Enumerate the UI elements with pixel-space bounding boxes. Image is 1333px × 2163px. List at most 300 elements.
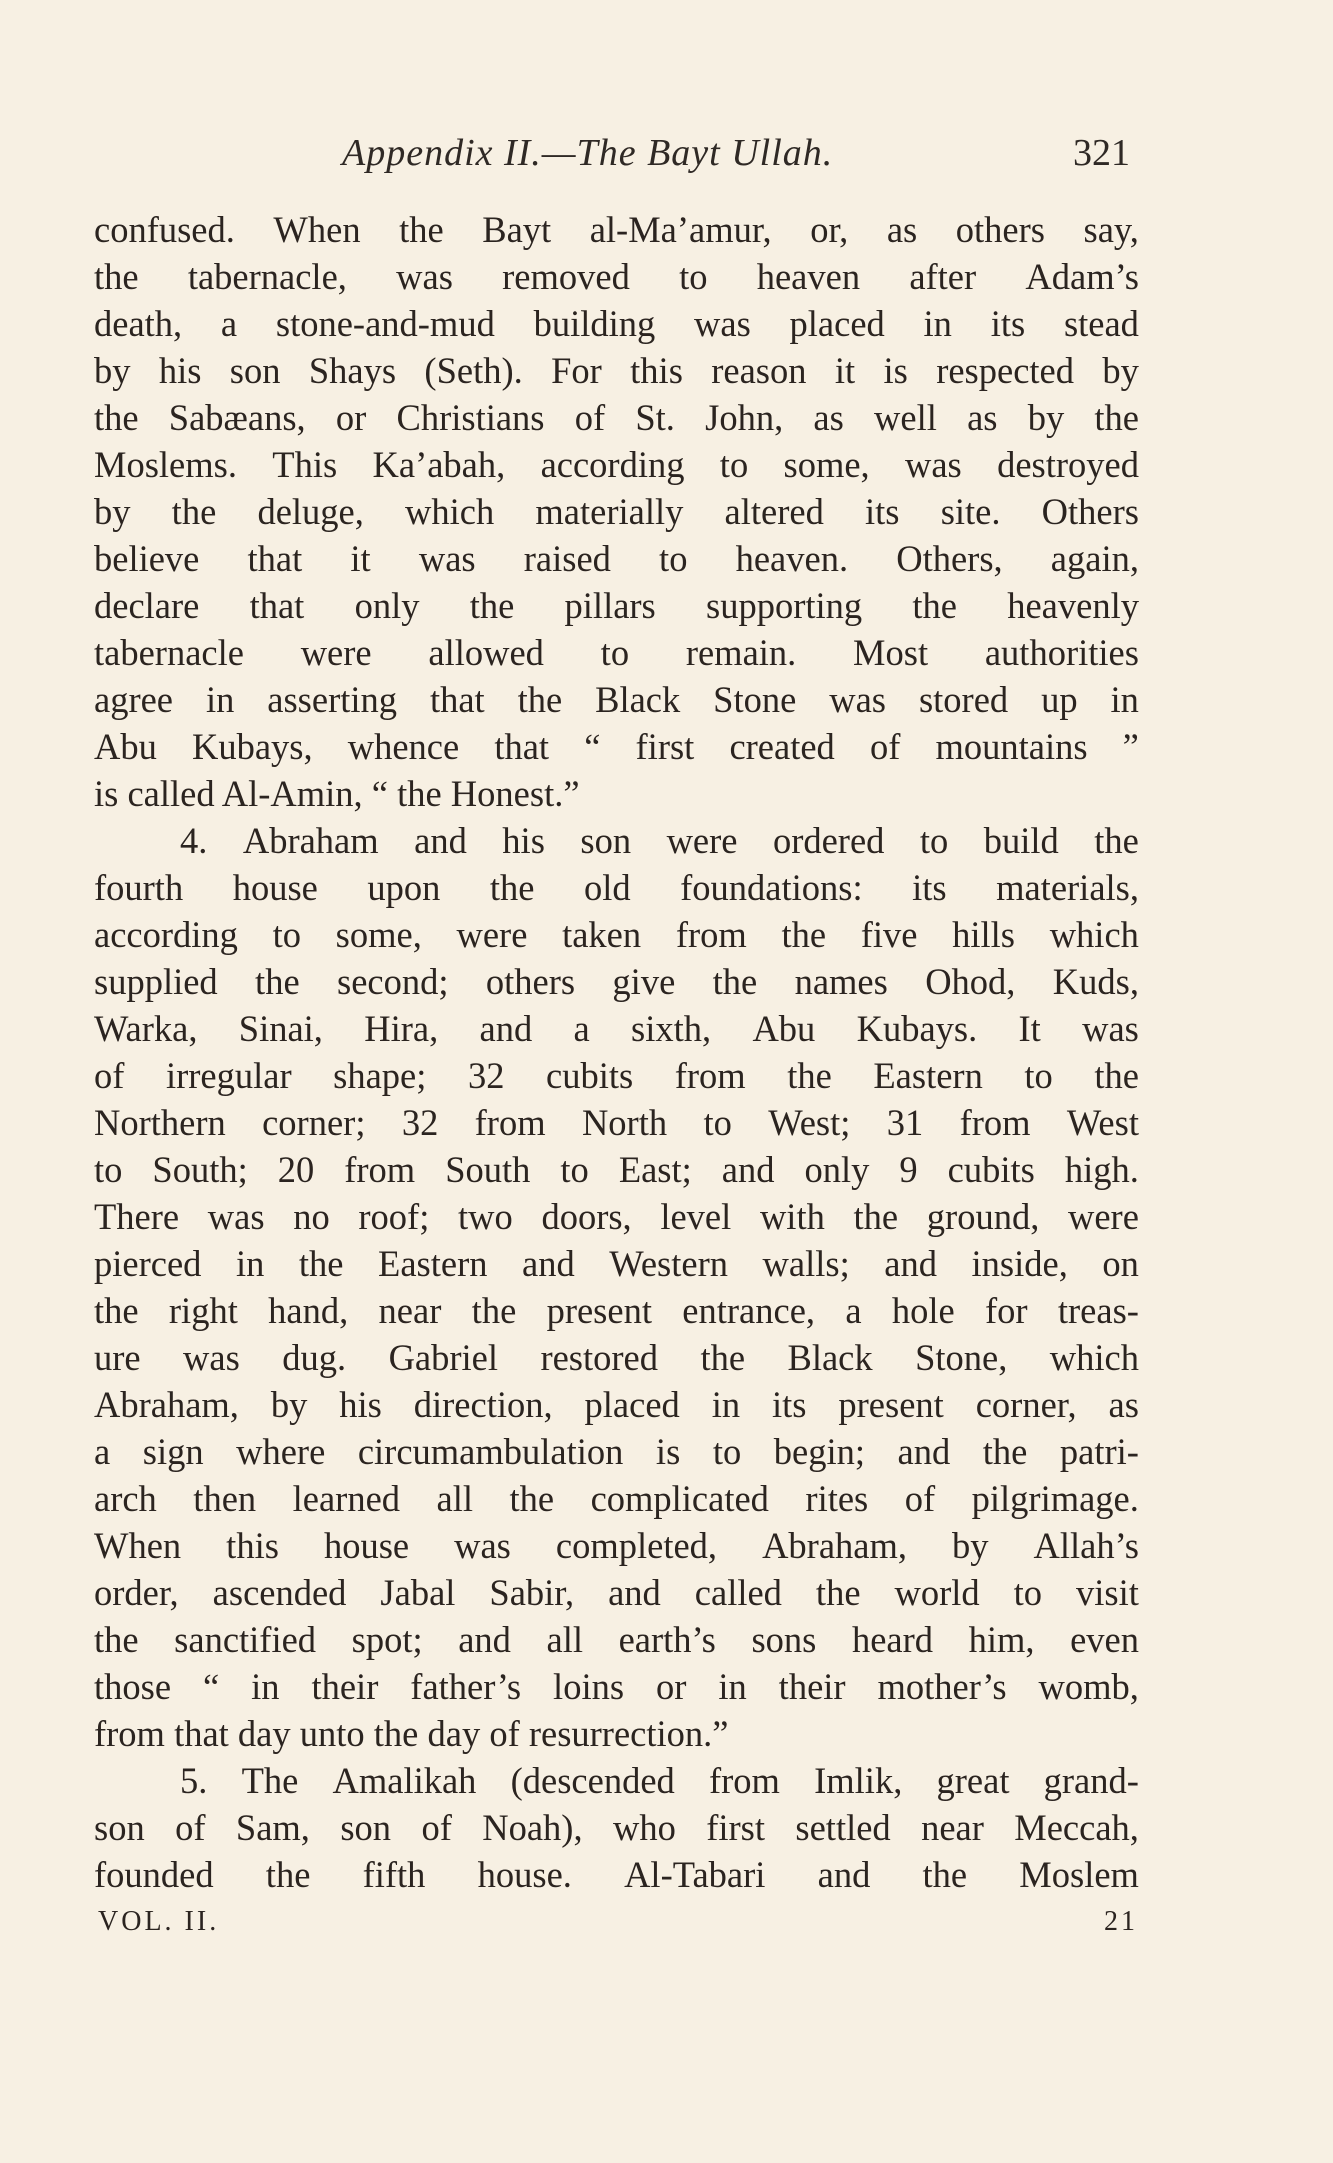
word: Others,: [896, 538, 1003, 579]
word: as: [967, 397, 998, 438]
word: Sabæans,: [168, 397, 306, 438]
word: Ka’abah,: [372, 444, 506, 485]
word: hills: [952, 914, 1016, 955]
word: agree: [94, 679, 174, 720]
word: and: [897, 1431, 951, 1472]
word: on: [1102, 1243, 1139, 1284]
word: that: [249, 585, 305, 626]
word: from: [344, 1149, 416, 1190]
word: treas-: [1057, 1290, 1139, 1331]
text-line: [94, 1052, 1139, 1099]
word: materials,: [996, 867, 1139, 908]
word: hole: [891, 1290, 955, 1331]
word: confused.: [94, 209, 235, 250]
word: which: [1049, 1337, 1139, 1378]
word: after: [909, 256, 977, 297]
word: were: [300, 632, 372, 673]
word: or: [335, 397, 367, 438]
word: where: [236, 1431, 326, 1472]
word: that: [429, 679, 485, 720]
word: by: [270, 1384, 308, 1425]
word: his: [158, 350, 202, 391]
word: walls;: [762, 1243, 850, 1284]
word: which: [1049, 914, 1139, 955]
text-line: [94, 394, 1139, 441]
word: Moslems.: [94, 444, 237, 485]
word: 31: [886, 1102, 924, 1143]
word: Kuds,: [1052, 961, 1139, 1002]
word: was: [694, 303, 751, 344]
word: to: [1024, 1055, 1053, 1096]
word: was: [207, 1196, 265, 1237]
body-text: [94, 206, 1139, 1898]
word: its: [865, 491, 900, 532]
word: and: [721, 1149, 775, 1190]
word: was: [905, 444, 962, 485]
word: raised: [523, 538, 611, 579]
text-line: [94, 1804, 1139, 1851]
word: roof;: [358, 1196, 430, 1237]
word: dug.: [282, 1337, 347, 1378]
word: It: [1018, 1008, 1041, 1049]
word: For: [551, 350, 602, 391]
word: Abraham: [242, 820, 379, 861]
word: mountains: [935, 726, 1088, 767]
word: a: [94, 1431, 111, 1472]
text-line: [94, 911, 1139, 958]
word: great: [936, 1760, 1010, 1801]
word: Stone,: [915, 1337, 1008, 1378]
word: of: [175, 1807, 206, 1848]
word: Most: [853, 632, 929, 673]
word: the: [509, 1478, 555, 1519]
word: 20: [277, 1149, 315, 1190]
word: Kubays,: [191, 726, 313, 767]
word: Hira,: [364, 1008, 439, 1049]
text-line: [94, 723, 1139, 770]
word: is: [655, 1431, 681, 1472]
paragraph-5-start: [94, 1757, 1139, 1804]
word: tabernacle: [94, 632, 244, 673]
word: North: [581, 1102, 668, 1143]
word: and: [608, 1572, 661, 1613]
word: and: [884, 1243, 937, 1284]
word: and: [522, 1243, 575, 1284]
text-line-paragraph-end: from that day unto the day of resurrection.”: [94, 1713, 729, 1754]
word: Al-Tabari: [624, 1854, 766, 1895]
word: some,: [335, 914, 422, 955]
paragraph-4-start: [94, 817, 1139, 864]
word: the: [94, 1290, 139, 1331]
word: mother’s: [877, 1666, 1007, 1707]
word: deluge,: [257, 491, 364, 532]
word: son: [340, 1807, 392, 1848]
word: West;: [768, 1102, 851, 1143]
word: no: [293, 1196, 330, 1237]
word: old: [583, 867, 631, 908]
word: and: [458, 1619, 511, 1660]
word: only: [804, 1149, 870, 1190]
word: There: [94, 1196, 180, 1237]
word: five: [860, 914, 918, 955]
word: arch: [94, 1478, 157, 1519]
word: of: [574, 397, 606, 438]
word: up: [1041, 679, 1078, 720]
word: son: [229, 350, 281, 391]
text-line: [94, 1193, 1139, 1240]
word: build: [983, 820, 1059, 861]
word: founded: [94, 1854, 214, 1895]
word: 9: [899, 1149, 918, 1190]
text-line: [94, 958, 1139, 1005]
word: loins: [553, 1666, 625, 1707]
word: earth’s: [618, 1619, 716, 1660]
word: a: [845, 1290, 862, 1331]
word: patri-: [1059, 1431, 1139, 1472]
word: pierced: [94, 1243, 202, 1284]
word: was: [829, 679, 887, 720]
word: created: [729, 726, 835, 767]
word: by: [952, 1525, 989, 1566]
word: pillars: [564, 585, 656, 626]
word: world: [894, 1572, 980, 1613]
word: the: [982, 1431, 1028, 1472]
word: Eastern: [378, 1243, 488, 1284]
word: from: [708, 1760, 780, 1801]
word: Meccah,: [1014, 1807, 1139, 1848]
word: its: [772, 1384, 807, 1425]
word: When: [94, 1525, 182, 1566]
word: Bayt: [482, 209, 552, 250]
word: heavenly: [1007, 585, 1139, 626]
word: Abu: [752, 1008, 816, 1049]
word: this: [630, 350, 683, 391]
word: direction,: [413, 1384, 553, 1425]
text-line: [94, 488, 1139, 535]
word: West: [1066, 1102, 1139, 1143]
word: in: [251, 1666, 280, 1707]
word: others: [955, 209, 1045, 250]
word: placed: [789, 303, 885, 344]
word: a: [573, 1008, 590, 1049]
word: by: [1102, 350, 1139, 391]
word: first: [635, 726, 695, 767]
word: all: [436, 1478, 473, 1519]
word: for: [985, 1290, 1028, 1331]
word: John,: [705, 397, 784, 438]
word: upon: [367, 867, 441, 908]
word: Noah),: [482, 1807, 583, 1848]
word: the: [298, 1243, 344, 1284]
word: St.: [635, 397, 675, 438]
text-line: [94, 1475, 1139, 1522]
word: present: [546, 1290, 652, 1331]
word: the: [781, 914, 827, 955]
word: Gabriel: [388, 1337, 499, 1378]
word: to: [600, 632, 630, 673]
word: death,: [94, 303, 183, 344]
word: their: [778, 1666, 846, 1707]
word: The: [241, 1760, 299, 1801]
word: as: [813, 397, 844, 438]
word: two: [458, 1196, 513, 1237]
word: names: [794, 961, 888, 1002]
word: Warka,: [94, 1008, 198, 1049]
word: reason: [711, 350, 807, 391]
text-line: [94, 1616, 1139, 1663]
text-line: [94, 1146, 1139, 1193]
word: present: [838, 1384, 944, 1425]
word: the: [517, 679, 563, 720]
word: to: [659, 538, 688, 579]
word: were: [1068, 1196, 1139, 1237]
word: Abu: [94, 726, 157, 767]
word: as: [886, 209, 918, 250]
word: Northern: [94, 1102, 226, 1143]
word: foundations:: [680, 867, 863, 908]
word: taken: [562, 914, 642, 955]
word: When: [273, 209, 361, 250]
word: who: [612, 1807, 676, 1848]
word: were: [666, 820, 738, 861]
word: shape;: [333, 1055, 427, 1096]
word: Sabir,: [489, 1572, 575, 1613]
word: son: [580, 820, 632, 861]
word: by: [94, 491, 131, 532]
word: in: [1110, 679, 1139, 720]
word: in: [711, 1384, 741, 1425]
word: even: [1070, 1619, 1139, 1660]
word: remain.: [685, 632, 797, 673]
word: complicated: [590, 1478, 769, 1519]
word: the: [489, 867, 535, 908]
word: (descended: [510, 1760, 675, 1801]
word: the: [399, 209, 444, 250]
word: their: [311, 1666, 379, 1707]
word: supplied: [94, 961, 218, 1002]
word: 5.: [180, 1760, 208, 1801]
word: hand,: [268, 1290, 349, 1331]
word: cubits: [947, 1149, 1035, 1190]
word: This: [272, 444, 338, 485]
word: the: [469, 585, 515, 626]
word: asserting: [267, 679, 398, 720]
word: in: [235, 1243, 265, 1284]
word: that: [247, 538, 303, 579]
word: building: [533, 303, 656, 344]
word: Stone: [713, 679, 797, 720]
text-line: [94, 1428, 1139, 1475]
word: heard: [851, 1619, 933, 1660]
word: or,: [810, 209, 849, 250]
word: and: [414, 820, 467, 861]
word: Christians: [396, 397, 545, 438]
word: begin;: [773, 1431, 865, 1472]
word: was: [183, 1337, 240, 1378]
word: supporting: [706, 585, 863, 626]
word: Abraham,: [762, 1525, 907, 1566]
word: him,: [968, 1619, 1035, 1660]
word: to: [703, 1102, 732, 1143]
word: stone-and-mud: [275, 303, 495, 344]
word: it: [350, 538, 371, 579]
word: to: [919, 820, 949, 861]
word: the: [94, 397, 139, 438]
word: heaven.: [735, 538, 849, 579]
word: the: [265, 1854, 311, 1895]
word: from: [959, 1102, 1031, 1143]
word: placed: [584, 1384, 680, 1425]
word: was: [418, 538, 476, 579]
text-line: [94, 676, 1139, 723]
word: the: [1094, 1055, 1139, 1096]
word: second;: [337, 961, 449, 1002]
word: spot;: [351, 1619, 423, 1660]
word: site.: [940, 491, 1001, 532]
running-title: Appendix II.—The Bayt Ullah.: [342, 132, 834, 174]
word: learned: [292, 1478, 401, 1519]
word: all: [546, 1619, 583, 1660]
word: Ohod,: [925, 961, 1016, 1002]
word: level: [660, 1196, 732, 1237]
volume-signature: VOL. II.: [98, 1906, 220, 1937]
word: first: [706, 1807, 766, 1848]
word: grand-: [1043, 1760, 1139, 1801]
word: father’s: [410, 1666, 522, 1707]
word: to: [272, 914, 301, 955]
word: or: [655, 1666, 687, 1707]
word: is: [883, 350, 908, 391]
word: was: [454, 1525, 511, 1566]
word: the: [1094, 820, 1139, 861]
text-line: [94, 206, 1139, 253]
word: only: [354, 585, 420, 626]
word: irregular: [165, 1055, 292, 1096]
word: according: [94, 914, 238, 955]
signature-mark: 21: [1104, 1906, 1138, 1937]
word: 32: [401, 1102, 439, 1143]
word: to: [94, 1149, 123, 1190]
word: right: [168, 1290, 238, 1331]
word: allowed: [428, 632, 544, 673]
word: respected: [936, 350, 1075, 391]
word: in: [205, 679, 235, 720]
text-line: [94, 1663, 1139, 1710]
word: 32: [467, 1055, 505, 1096]
word: doors,: [541, 1196, 632, 1237]
word: Kubays.: [856, 1008, 978, 1049]
word: Shays: [308, 350, 397, 391]
word: was: [1082, 1008, 1139, 1049]
word: al-Ma’amur,: [589, 209, 772, 250]
text-line: [94, 1381, 1139, 1428]
word: authorities: [984, 632, 1139, 673]
word: Moslem: [1019, 1854, 1139, 1895]
word: Western: [609, 1243, 728, 1284]
word: from: [674, 1055, 746, 1096]
word: Sinai,: [238, 1008, 323, 1049]
word: Black: [787, 1337, 873, 1378]
word: ”: [1122, 726, 1139, 767]
word: a: [220, 303, 238, 344]
word: house: [232, 867, 318, 908]
text-line: [94, 347, 1139, 394]
word: the: [712, 961, 758, 1002]
word: Allah’s: [1033, 1525, 1139, 1566]
text-line: [94, 1851, 1139, 1898]
word: stored: [918, 679, 1009, 720]
word: pilgrimage.: [971, 1478, 1139, 1519]
word: Adam’s: [1025, 256, 1139, 297]
word: Jabal: [380, 1572, 456, 1613]
word: house.: [477, 1854, 572, 1895]
word: of: [904, 1478, 936, 1519]
text-line: [94, 441, 1139, 488]
word: the: [787, 1055, 832, 1096]
word: called: [694, 1572, 782, 1613]
word: of: [421, 1807, 452, 1848]
word: materially: [535, 491, 684, 532]
word: East;: [618, 1149, 692, 1190]
word: sixth,: [631, 1008, 712, 1049]
text-line: [94, 253, 1139, 300]
word: with: [759, 1196, 825, 1237]
word: ordered: [772, 820, 885, 861]
word: which: [405, 491, 495, 532]
word: was: [396, 256, 453, 297]
word: 4.: [180, 820, 208, 861]
word: Black: [595, 679, 681, 720]
word: removed: [502, 256, 630, 297]
text-line: [94, 1240, 1139, 1287]
text-line: [94, 1334, 1139, 1381]
word: (Seth).: [424, 350, 523, 391]
word: whence: [347, 726, 460, 767]
word: its: [912, 867, 947, 908]
word: visit: [1076, 1572, 1139, 1613]
word: others: [485, 961, 576, 1002]
word: the: [700, 1337, 746, 1378]
word: tabernacle,: [187, 256, 347, 297]
word: give: [612, 961, 676, 1002]
word: the: [94, 1619, 139, 1660]
word: corner;: [262, 1102, 366, 1143]
word: sons: [751, 1619, 817, 1660]
text-line: [94, 1005, 1139, 1052]
text-line: [94, 1287, 1139, 1334]
word: his: [339, 1384, 382, 1425]
text-line: [94, 582, 1139, 629]
word: it: [834, 350, 856, 391]
word: believe: [94, 538, 200, 579]
word: corner,: [975, 1384, 1077, 1425]
word: Sam,: [235, 1807, 310, 1848]
word: this: [226, 1525, 279, 1566]
word: to: [560, 1149, 589, 1190]
word: ascended: [212, 1572, 347, 1613]
word: the: [853, 1196, 899, 1237]
word: rites: [805, 1478, 869, 1519]
word: near: [378, 1290, 442, 1331]
word: sanctified: [174, 1619, 317, 1660]
word: settled: [795, 1807, 891, 1848]
word: to: [1013, 1572, 1043, 1613]
word: order,: [94, 1572, 179, 1613]
word: then: [193, 1478, 257, 1519]
word: some,: [783, 444, 870, 485]
word: the: [471, 1290, 517, 1331]
text-line: [94, 1569, 1139, 1616]
